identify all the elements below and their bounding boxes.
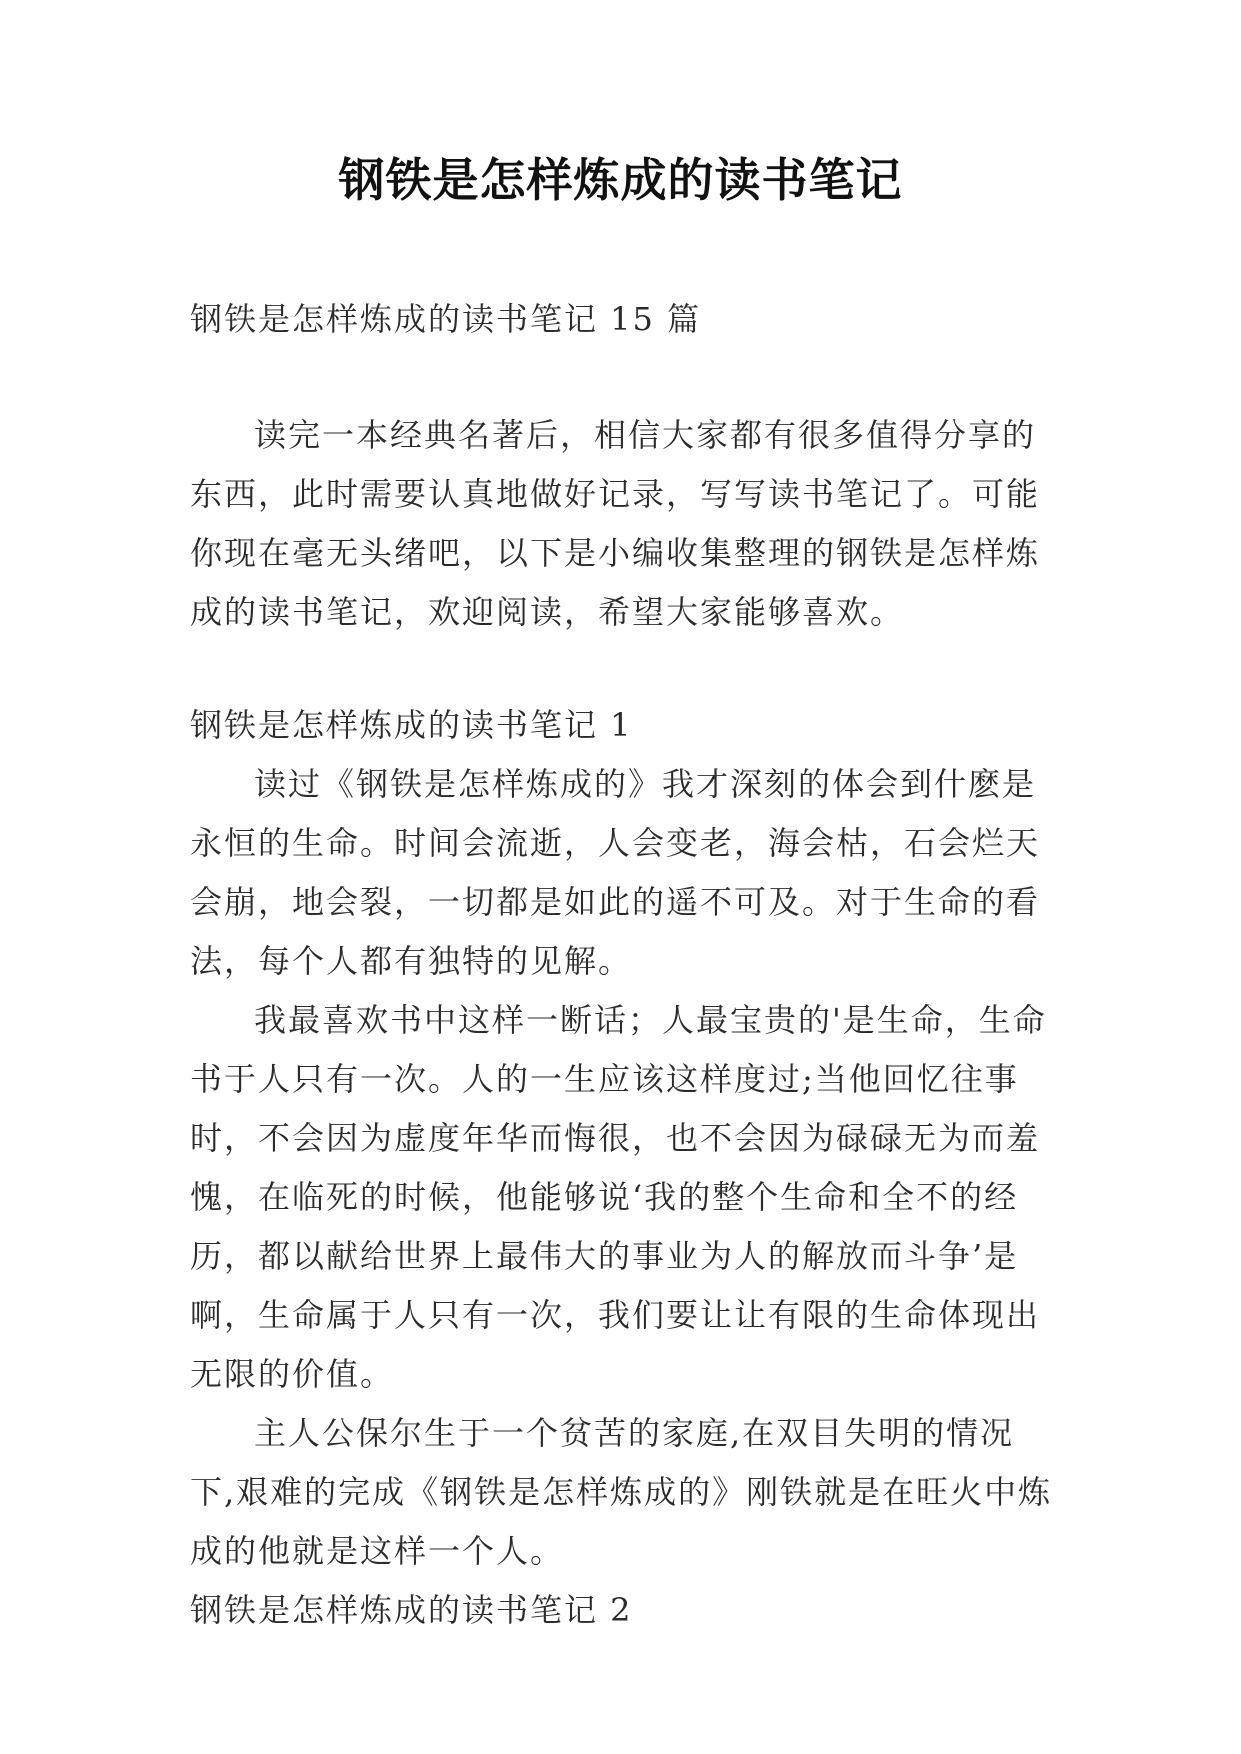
section-1-paragraph-3: 主人公保尔生于一个贫苦的家庭,在双目失明的情况下,艰难的完成《钢铁是怎样炼成的》刚铁就是在旺火中炼成的他就是这样一个人。 [190,1414,1053,1570]
section-1-paragraph-2: 我最喜欢书中这样一断话；人最宝贵的'是生命，生命书于人只有一次。人的一生应该这样度过;当他回忆往事时，不会因为虚度年华而悔很，也不会因为碌碌无为而羞愧，在临死的时候，他能够说‘我的整个生命和全不的经历，都以献给世界上最伟大的事业为人的解放而斗争’是啊，生命属于人只有一次，我们要让让有限的生命体现出无限的价值。 [190,1001,1047,1393]
section-1 [190,696,1060,1581]
document-title: 钢铁是怎样炼成的读书笔记 [338,153,903,207]
section-heading: 钢铁是怎样炼成的读书笔记 2 [190,1591,633,1629]
intro-paragraph: 读完一本经典名著后，相信大家都有很多值得分享的东西，此时需要认真地做好记录，写写读书笔记了。可能你现在毫无头绪吧，以下是小编收集整理的钢铁是怎样炼成的读书笔记，欢迎阅读，希望大家能够喜欢。 [190,416,1041,631]
document-body [190,290,1060,1640]
document-subtitle: 钢铁是怎样炼成的读书笔记 15 篇 [190,300,702,338]
section-2 [190,1581,1060,1640]
section-heading: 钢铁是怎样炼成的读书笔记 1 [190,706,633,744]
section-1-paragraph-1: 读过《钢铁是怎样炼成的》我才深刻的体会到什麽是永恒的生命。时间会流逝，人会变老，海会枯，石会烂天会崩，地会裂，一切都是如此的遥不可及。对于生命的看法，每个人都有独特的见解。 [190,765,1041,980]
